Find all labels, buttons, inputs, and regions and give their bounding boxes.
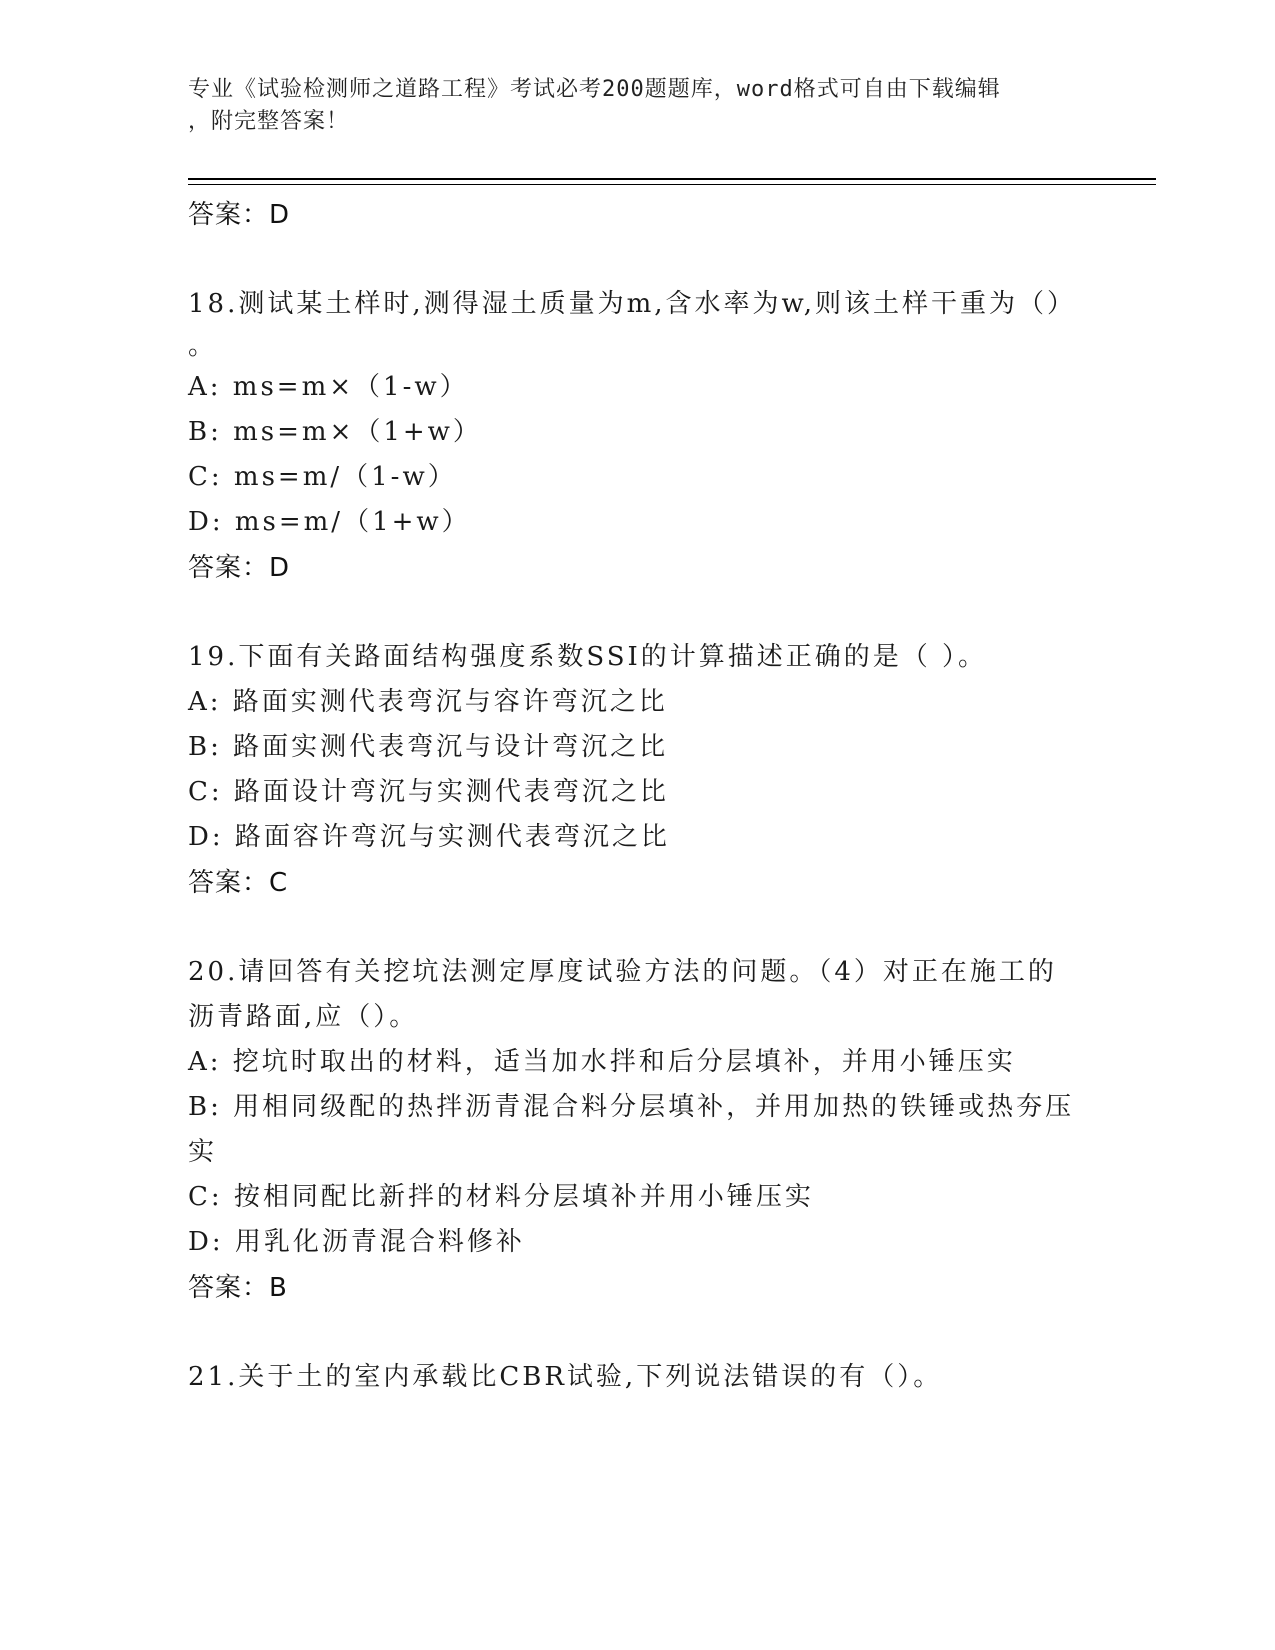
question-18	[188, 282, 1088, 591]
question-20-stem-line-2: 沥青路面,应（）。	[188, 1002, 419, 1032]
question-18-option-b: B: ms=m×（1+w）	[188, 417, 482, 447]
question-19-option-b: B: 路面实测代表弯沉与设计弯沉之比	[188, 732, 669, 762]
question-20-answer: 答案：B	[188, 1273, 288, 1303]
question-20-option-a: A: 挖坑时取出的材料，适当加水拌和后分层填补，并用小锤压实	[188, 1047, 1016, 1077]
question-20-option-c: C: 按相同配比新拌的材料分层填补并用小锤压实	[188, 1182, 814, 1212]
question-20-option-b-line-1: B: 用相同级配的热拌沥青混合料分层填补，并用加热的铁锤或热夯压	[188, 1092, 1075, 1122]
header-divider-thin	[188, 184, 1156, 185]
question-list	[188, 192, 1088, 1400]
question-20-option-b-line-2: 实	[188, 1137, 218, 1167]
question-19	[188, 635, 1088, 906]
question-20-stem-line-1: 20.请回答有关挖坑法测定厚度试验方法的问题。（4）对正在施工的	[188, 957, 1057, 987]
question-19-stem: 19.下面有关路面结构强度系数SSI的计算描述正确的是（ ）。	[188, 642, 988, 672]
question-20	[188, 950, 1088, 1311]
question-19-option-c: C: 路面设计弯沉与实测代表弯沉之比	[188, 777, 669, 807]
question-20-stem	[188, 950, 1088, 1040]
question-18-option-d: D: ms=m/（1+w）	[188, 507, 471, 537]
question-18-option-a: A: ms=m×（1-w）	[188, 372, 469, 402]
question-19-option-a: A: 路面实测代表弯沉与容许弯沉之比	[188, 687, 668, 717]
question-18-option-c: C: ms=m/（1-w）	[188, 462, 457, 492]
question-21	[188, 1355, 1088, 1400]
page-header	[188, 74, 1088, 138]
question-18-answer: 答案：D	[188, 553, 291, 583]
question-20-option-b	[188, 1085, 1088, 1175]
header-divider-thick	[188, 178, 1156, 180]
answer-prev: 答案：D	[188, 200, 291, 230]
question-18-stem-line-2: 。	[188, 331, 218, 361]
question-18-stem	[188, 282, 1088, 365]
question-21-stem: 21.关于土的室内承载比CBR试验,下列说法错误的有（）。	[188, 1362, 943, 1392]
question-20-option-d: D: 用乳化沥青混合料修补	[188, 1227, 525, 1257]
header-line-2: ，附完整答案！	[188, 109, 350, 134]
question-18-stem-line-1: 18.测试某土样时,测得湿土质量为m,含水率为w,则该土样干重为（）	[188, 289, 1076, 319]
question-19-answer: 答案：C	[188, 868, 289, 898]
header-line-1: 专业《试验检测师之道路工程》考试必考200题题库，word格式可自由下载编辑	[188, 77, 1001, 102]
question-19-option-d: D: 路面容许弯沉与实测代表弯沉之比	[188, 822, 670, 852]
